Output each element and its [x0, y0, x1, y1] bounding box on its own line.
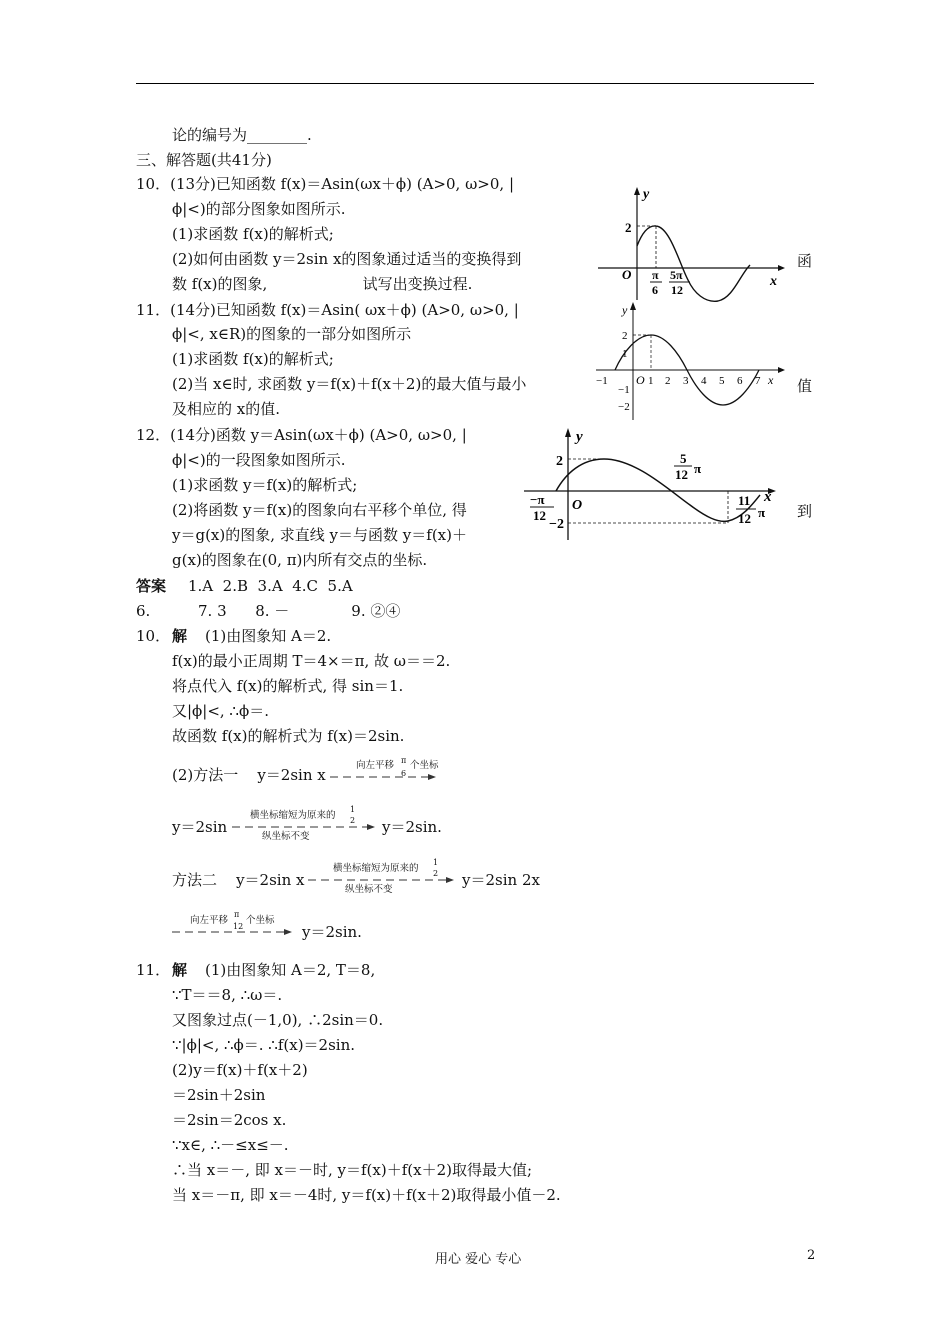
solution-label: 解	[172, 627, 188, 645]
answer-choices: 1.A 2.B 3.A 4.C 5.A	[188, 577, 353, 595]
text-line: (2)当 x∈时, 求函数 y＝f(x)＋f(x＋2)的最大值与最小	[172, 375, 527, 393]
figure-11-graph	[590, 300, 790, 425]
answer-fill: 6. 7. 3 8. － 9. ②④	[136, 602, 401, 620]
origin-label: O	[572, 498, 583, 513]
text-line: (2)将函数 y＝f(x)的图象向右平移个单位, 得	[172, 501, 467, 519]
text-line: ∵|ϕ|<, ∴ϕ＝. ∴f(x)＝2sin.	[172, 1036, 356, 1054]
side-text: 函	[797, 252, 813, 270]
text-line: ϕ|<)的一段图象如图所示.	[172, 451, 346, 469]
section-heading: 三、解答题(共41分)	[136, 151, 272, 169]
footer-motto: 用心 爱心 专心	[435, 1252, 522, 1267]
text-line: (1)由图象知 A＝2, T＝8,	[205, 961, 376, 979]
text-line: ϕ|<, x∈R)的图象的一部分如图所示	[172, 325, 412, 343]
figure-10-graph	[590, 185, 790, 305]
tick-label: −1	[596, 375, 608, 387]
text-line: 及相应的 x的值.	[172, 400, 280, 418]
text-line: y＝g(x)的图象, 求直线 y＝与函数 y＝f(x)＋	[172, 526, 467, 544]
text-line: 又|ϕ|<, ∴ϕ＝.	[172, 702, 269, 720]
tick-label: π	[652, 268, 659, 282]
text-line: 故函数 f(x)的解析式为 f(x)＝2sin.	[172, 727, 405, 745]
axis-label-x: x	[768, 373, 774, 387]
header-rule	[136, 83, 814, 84]
origin-label: O	[622, 267, 632, 282]
text-line: (1)求函数 f(x)的解析式;	[172, 225, 334, 243]
text-line: ＝2sin＝2cos x.	[172, 1111, 287, 1129]
origin-label: O	[636, 373, 645, 387]
text-line: y＝2sin	[172, 818, 228, 836]
arrow-label: 向左平移	[356, 760, 395, 771]
axis-label-x: x	[764, 489, 772, 505]
tick-label: 12	[671, 283, 683, 297]
tick-label: 12	[675, 467, 688, 482]
text-line: g(x)的图象在(0, π)内所有交点的坐标.	[172, 551, 428, 569]
axis-label-x: x	[770, 274, 777, 289]
question-10: 10．(13分)已知函数 f(x)＝Asin(ωx＋ϕ) (A>0, ω>0, |	[136, 175, 515, 193]
text-line: (1)求函数 f(x)的解析式;	[172, 350, 334, 368]
text-line: ＝2sin＋2sin	[172, 1086, 266, 1104]
method-two: 方法二 y＝2sin x	[172, 871, 305, 889]
question-12: 12．(14分)函数 y＝Asin(ωx＋ϕ) (A>0, ω>0, |	[136, 426, 467, 444]
tick-label: 5	[719, 375, 725, 387]
tick-label: 2	[622, 330, 628, 342]
arrow-label: π	[234, 910, 240, 919]
tick-label: 4	[701, 375, 707, 387]
text-line: f(x)的最小正周期 T＝4×＝π, 故 ω＝＝2.	[172, 652, 451, 670]
text-line: y＝2sin.	[382, 818, 442, 836]
text-line: (2)如何由函数 y＝2sin x的图象通过适当的变换得到	[172, 250, 522, 268]
text-line: y＝2sin.	[302, 923, 362, 941]
axis-label-y: y	[643, 187, 650, 202]
axis-label-y: y	[576, 429, 583, 445]
arrow-label: 2	[350, 816, 356, 825]
arrow-label: 个坐标	[246, 915, 275, 926]
text-line: 当 x＝－π, 即 x＝－4时, y＝f(x)＋f(x＋2)取得最小值－2.	[172, 1186, 561, 1204]
text-line: 将点代入 f(x)的解析式, 得 sin＝1.	[172, 677, 404, 695]
text-line: y＝2sin 2x	[462, 871, 540, 889]
solution-label: 解	[172, 961, 188, 979]
arrow-label: 6	[401, 769, 407, 778]
tick-label: 12	[533, 508, 546, 523]
tick-label: 11	[738, 493, 751, 508]
arrow-label: 1	[350, 805, 356, 814]
arrow-label: 个坐标	[410, 760, 439, 771]
text-line: 数 f(x)的图象, 试写出变换过程.	[172, 275, 473, 293]
axis-label-y: y	[622, 303, 628, 317]
page-number: 2	[807, 1248, 816, 1263]
arrow-label: 向左平移	[190, 915, 229, 926]
solution-10-number: 10．	[136, 627, 171, 645]
arrow-label: 纵坐标不变	[262, 831, 310, 842]
text-line: (1)由图象知 A＝2.	[205, 627, 332, 645]
tick-label: −2	[549, 517, 564, 532]
text-line: ϕ|<)的部分图象如图所示.	[172, 200, 346, 218]
tick-label: π	[694, 461, 702, 476]
tick-label: 2	[625, 220, 632, 235]
side-text: 值	[797, 377, 813, 395]
question-11: 11．(14分)已知函数 f(x)＝Asin( ωx＋ϕ) (A>0, ω>0, |	[136, 301, 519, 319]
tick-label: 6	[652, 283, 658, 297]
tick-label: −π	[530, 492, 545, 507]
tick-label: 1	[622, 348, 628, 360]
figure-12-graph	[520, 425, 790, 545]
arrow-label: 2	[433, 869, 439, 878]
tick-label: −2	[618, 401, 630, 413]
text-line: ∵T＝＝8, ∴ω＝.	[172, 986, 283, 1004]
tick-label: 5	[680, 451, 687, 466]
tick-label: 6	[737, 375, 743, 387]
arrow-label: 12	[233, 922, 244, 931]
tick-label: 3	[683, 375, 689, 387]
text-line: 论的编号为________.	[172, 126, 312, 144]
arrow-label: 1	[433, 858, 439, 867]
tick-label: 2	[665, 375, 671, 387]
arrow-label: 纵坐标不变	[345, 884, 393, 895]
side-text: 到	[797, 502, 813, 520]
text-line: 又图象过点(－1,0), ∴2sin＝0.	[172, 1011, 384, 1029]
text-line: (1)求函数 y＝f(x)的解析式;	[172, 476, 358, 494]
tick-label: 12	[738, 511, 751, 526]
text-line: (2)y＝f(x)＋f(x＋2)	[172, 1061, 308, 1079]
solution-11-number: 11．	[136, 961, 171, 979]
arrow-label: 横坐标缩短为原来的	[250, 810, 336, 821]
text-line: ∵x∈, ∴－≤x≤－.	[172, 1136, 289, 1154]
tick-label: −1	[618, 384, 630, 396]
arrow-label: π	[401, 756, 407, 765]
tick-label: 5π	[670, 268, 683, 282]
tick-label: π	[758, 505, 766, 520]
arrow-label: 横坐标缩短为原来的	[333, 863, 419, 874]
tick-label: 2	[556, 454, 563, 469]
tick-label: 7	[755, 375, 761, 387]
method-one: (2)方法一 y＝2sin x	[172, 766, 326, 784]
text-line: ∴当 x＝－, 即 x＝－时, y＝f(x)＋f(x＋2)取得最大值;	[172, 1161, 533, 1179]
tick-label: 1	[648, 375, 654, 387]
answer-heading: 答案	[136, 577, 167, 595]
